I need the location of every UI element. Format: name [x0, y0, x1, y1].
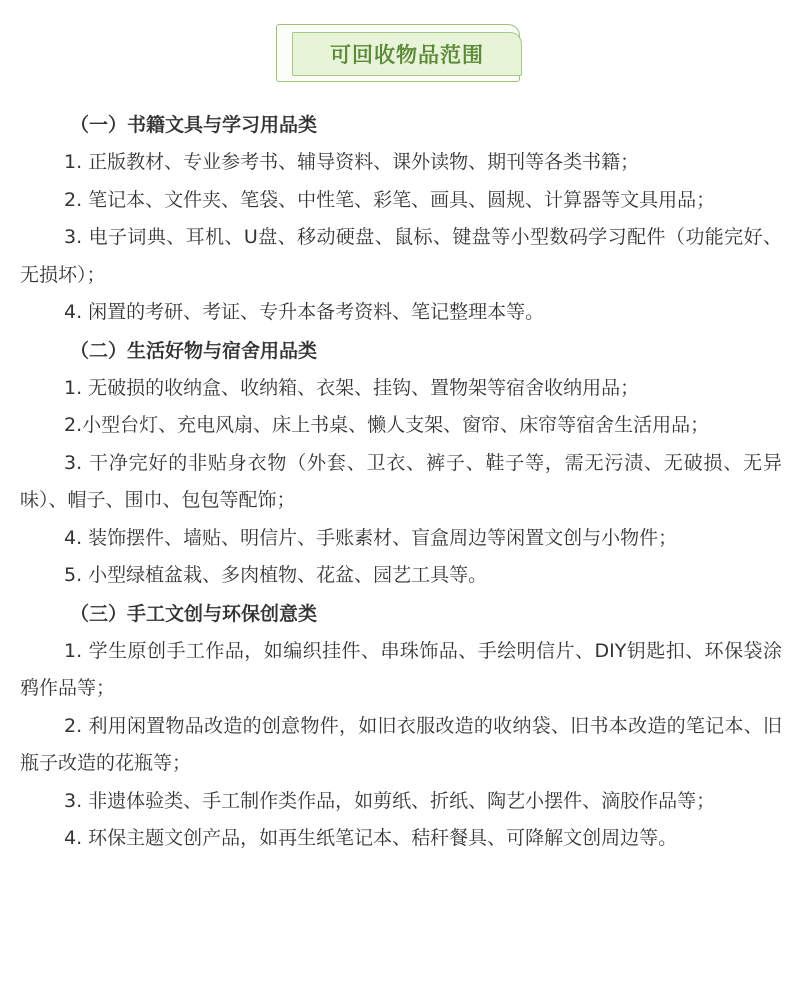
section-books-stationery — [20, 106, 782, 332]
list-item: 5. 小型绿植盆栽、多肉植物、花盆、园艺工具等。 — [64, 564, 488, 586]
list-item: 1. 无破损的收纳盒、收纳箱、衣架、挂钩、置物架等宿舍收纳用品； — [64, 376, 640, 399]
list-item: 1. 学生原创手工作品，如编织挂件、串珠饰品、手绘明信片、DIY钥匙扣、环保袋涂鸦作品等； — [20, 639, 782, 699]
list-item: 3. 电子词典、耳机、U盘、移动硬盘、鼠标、键盘等小型数码学习配件（功能完好、无损坏）； — [20, 226, 782, 286]
section-heading: （二）生活好物与宿舍用品类 — [70, 339, 318, 362]
list-item: 2. 利用闲置物品改造的创意物件，如旧衣服改造的收纳袋、旧书本改造的笔记本、旧瓶子改造的花瓶等； — [20, 714, 782, 774]
section-daily-dorm-goods — [20, 332, 782, 595]
list-item: 4. 闲置的考研、考证、专升本备考资料、笔记整理本等。 — [64, 301, 545, 323]
list-item: 2. 笔记本、文件夹、笔袋、中性笔、彩笔、画具、圆规、计算器等文具用品； — [64, 188, 716, 211]
list-item: 2.小型台灯、充电风扇、床上书桌、懒人支架、窗帘、床帘等宿舍生活用品； — [64, 414, 710, 436]
list-item: 4. 装饰摆件、墙贴、明信片、手账素材、盲盒周边等闲置文创与小物件； — [64, 526, 678, 549]
list-item: 3. 干净完好的非贴身衣物（外套、卫衣、裤子、鞋子等，需无污渍、无破损、无异味）、帽子、围巾、包包等配饰； — [20, 451, 782, 511]
section-heading: （一）书籍文具与学习用品类 — [70, 114, 318, 136]
list-item: 1. 正版教材、专业参考书、辅导资料、课外读物、期刊等各类书籍； — [64, 151, 640, 173]
section-heading: （三）手工文创与环保创意类 — [70, 602, 318, 625]
title-banner — [276, 24, 522, 82]
list-item: 4. 环保主题文创产品，如再生纸笔记本、秸秆餐具、可降解文创周边等。 — [64, 827, 678, 849]
section-handmade-eco-creative — [20, 595, 782, 858]
page-title: 可回收物品范围 — [292, 32, 522, 76]
content-body — [20, 106, 782, 858]
list-item: 3. 非遗体验类、手工制作类作品，如剪纸、折纸、陶艺小摆件、滴胶作品等； — [64, 789, 716, 812]
